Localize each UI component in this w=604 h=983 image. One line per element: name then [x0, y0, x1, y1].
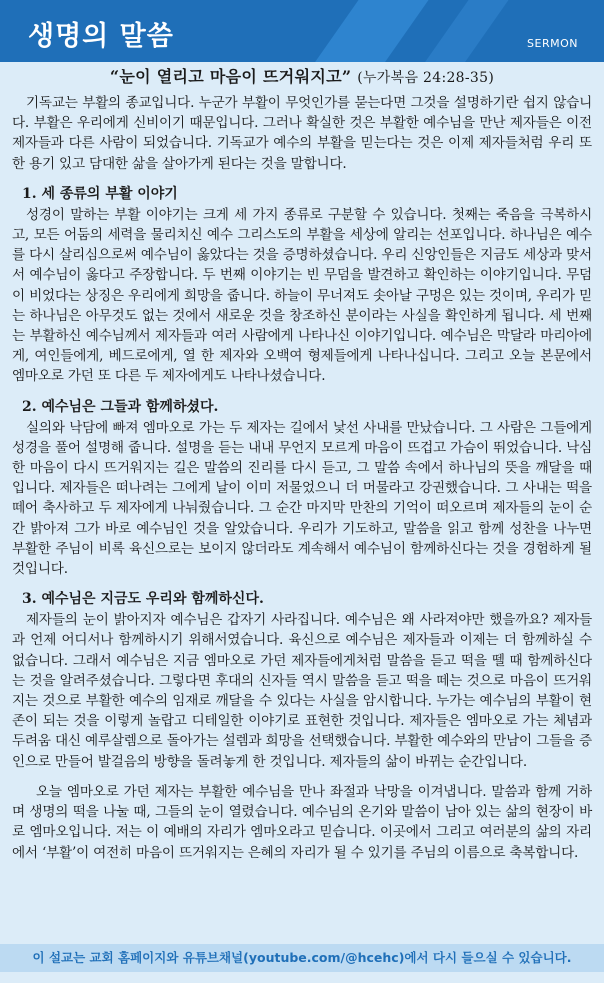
sermon-title [12, 64, 592, 87]
section-tag: SERMON [527, 37, 578, 50]
section-body-2: 실의와 낙담에 빠져 엠마오로 가는 두 제자는 길에서 낯선 사내를 만났습니다. 그 사람은 그들에게 성경을 풀어 설명해 줍니다. 설명을 듣는 내내 무언지 모르게 마음이 뜨겁고 가슴이 뛰었습니다. 낙심한 마음이 다시 뜨거워지는 길은 말씀의 진리를 다시 듣고, 그 말씀 속에서 하나님의 뜻을 깨달을 때입니다. 제자들은 떠나려는 그에게 날이 이미 저물었으니 더 머물라고 강권했습니다. 그 사내는 떡을 떼어 축사하고 두 제자에게 나눠줬습니다. 그 순간 마지막 만찬의 기억이 떠오르며 제자들의 눈이 순간 밝아져 그가 바로 예수님인 것을 알았습니다. 우리가 기도하고, 말씀을 읽고 함께 성찬을 나누면 부활한 주님이 비록 육신으로는 보이지 않더라도 계속해서 예수님이 함께하신다는 것을 경험하게 될 것입니다. [12, 419, 592, 578]
closing-paragraph: 오늘 엠마오로 가던 제자는 부활한 예수님을 만나 좌절과 낙망을 이겨냅니다. 말씀과 함께 거하며 생명의 떡을 나눌 때, 그들의 눈이 열렸습니다. 예수님의 온기와 말씀이 남아 있는 삶의 현장이 바로 엠마오입니다. 저는 이 예배의 자리가 엠마오라고 믿습니다. 이곳에서 그리고 여러분의 삶의 자리에서 ‘부활’이 여전히 마음이 뜨거워지는 은혜의 자리가 될 수 있기를 주님의 이름으로 축복합니다. [12, 783, 592, 861]
section-body-1: 성경이 말하는 부활 이야기는 크게 세 가지 종류로 구분할 수 있습니다. 첫째는 죽음을 극복하시고, 모든 어둠의 세력을 물리치신 예수 그리스도의 부활을 세상에 알리는 선포입니다. 하나님은 예수를 다시 살리심으로써 예수님이 옳았다는 것을 증명하셨습니다. 우리 신앙인들은 지금도 세상과 맞서서 예수님이 옳다고 주장합니다. 두 번째 이야기는 빈 무덤을 발견하고 확인하는 이야기입니다. 무덤이 비었다는 상징은 우리에게 희망을 줍니다. 하늘이 무너져도 솟아날 구멍은 있는 것이며, 우리가 믿는 하나님은 아무것도 없는 것에서 새로운 것을 창조하신 분이라는 사실을 확인하게 됩니다. 세 번째는 부활하신 예수님께서 제자들과 여러 사람에게 나타나신 이야기입니다. 예수님은 막달라 마리아에게, 여인들에게, 베드로에게, 열 한 제자와 오백여 형제들에게 나타나십니다. 그리고 오늘 본문에서 엠마오로 가던 또 다른 두 제자에게도 나타나셨습니다. [12, 206, 592, 385]
section-heading-3: 3. 예수님은 지금도 우리와 함께하신다. [22, 591, 264, 608]
intro-paragraph: 기독교는 부활의 종교입니다. 누군가 부활이 무엇인가를 묻는다면 그것을 설명하기란 쉽지 않습니다. 부활은 우리에게 신비이기 때문입니다. 그러나 확실한 것은 부활한 예수님을 만난 제자들은 이전 제자들과 다른 사람이 되었습니다. 기독교가 예수의 부활을 믿는다는 것은 이제 제자들처럼 우리 또한 용기 있고 담대한 삶을 살아가게 된다는 것을 말합니다. [12, 95, 592, 172]
footer-notice: 이 설교는 교회 홈페이지와 유튜브채널(youtube.com/@hcehc)에서 다시 들으실 수 있습니다. [0, 944, 604, 972]
sermon-title-text: “눈이 열리고 마음이 뜨거워지고” [109, 67, 352, 86]
scripture-reference: (누가복음 24:28-35) [357, 70, 495, 86]
sermon-content [12, 64, 592, 863]
header-stripe [302, 0, 435, 62]
section-body-3: 제자들의 눈이 밝아지자 예수님은 갑자기 사라집니다. 예수님은 왜 사라져야만 했을까요? 제자들과 언제 어디서나 함께하시기 위해서였습니다. 육신으로 예수님은 제자들과 이제는 더 함께하실 수 없습니다. 그래서 예수님은 지금 엠마오로 가던 제자들에게처럼 말씀을 듣고 떡을 뗄 때 함께하신다는 것을 알려주셨습니다. 그렇다면 후대의 신자들 역시 말씀을 듣고 떡을 떼는 것으로 마음이 뜨거워지는 것으로 부활한 예수의 임재로 깨달을 수 있다는 사실을 암시합니다. 누가는 예수님의 부활이 현존이 되는 것을 이렇게 놀랍고 디테일한 이야기로 표현한 것입니다. 제자들은 엠마오로 가는 체념과 두려움 대신 예루살렘으로 돌아가는 설렘과 희망을 선택했습니다. 부활한 예수와의 만남이 그들을 증인으로 만들어 발걸음의 방향을 돌려놓게 한 것입니다. 제자들의 삶이 바뀌는 순간입니다. [12, 612, 592, 770]
page-title: 생명의 말씀 [28, 21, 174, 52]
header-banner [0, 0, 604, 62]
section-heading-1: 1. 세 종류의 부활 이야기 [22, 185, 178, 202]
section-heading-2: 2. 예수님은 그들과 함께하셨다. [22, 398, 219, 415]
header-stripe-secondary [412, 0, 515, 62]
